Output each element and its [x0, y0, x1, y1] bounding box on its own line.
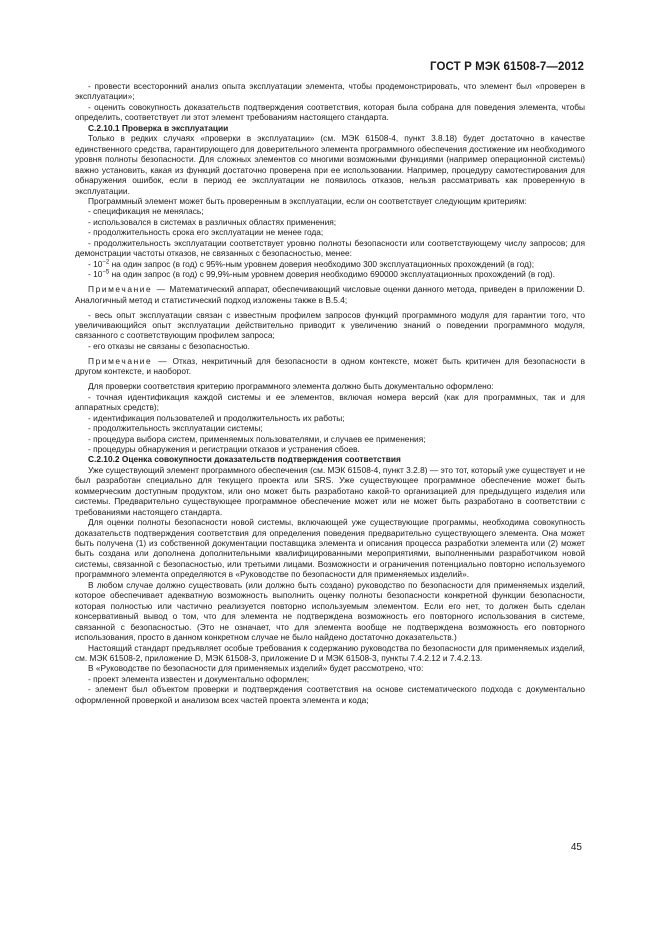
list-item: - весь опыт эксплуатации связан с известным профилем запросов функций программного модуля для гарантии того, что увеличивающийся опыт эксплуатации действительно приводит к увеличению знаний о поведении программного модуля, связанного с соответствующим профилем запроса;	[75, 309, 585, 341]
paragraph: В «Руководстве по безопасности для применяемых изделий» будет рассмотрено, что:	[88, 663, 424, 674]
list-item: - проект элемента известен и документально оформлен;	[88, 673, 310, 684]
paragraph: Только в редких случаях «проверки в эксплуатации» (см. МЭК 61508-4, пункт 3.8.18) будет достаточно в качестве единственного средства, гарантирующего для доверительного элемента программного обеспечения достижение им необходимого уровня полноты безопасности. Для сложных элементов со многими возможными функциями (например операционной системы) важно установить, какая из функций достаточно проверена при ее использовании. Например, процедуру самотестирования для обнаружения ошибок, если в период ее эксплуатации не появилось отказов, нельзя рассматривать как проверенную в эксплуатации.	[75, 133, 585, 196]
document-body	[75, 81, 585, 705]
paragraph: Для оценки полноты безопасности новой системы, включающей уже существующие программы, необходима совокупность доказательств подтверждения соответствия для определения поведения предварительно существующего элемента. Она может быть получена (1) из собственной документации поставщика элемента и описания процесса разработки элемента или (2) может быть создана или дополнена дополнительными квалифицированными мероприятиями, выполненными разработчиком новой системы, связанной с безопасностью, или третьими лицами. Возможности и ограничения потенциально повторно используемого программного элемента определяются в «Руководстве по безопасности для применяемых изделий».	[75, 517, 585, 580]
list-item: - спецификация не менялась;	[88, 206, 204, 217]
paragraph: - провести всесторонний анализ опыта эксплуатации элемента, чтобы продемонстрировать, что элемент был «проверен в эксплуатации»;	[75, 81, 585, 102]
section-heading: C.2.10.1 Проверка в эксплуатации	[88, 122, 229, 133]
list-item: - элемент был объектом проверки и подтверждения соответствия на основе систематического подхода с документально оформленной проверкой и анализом всех частей проекта элемента и кода;	[75, 684, 585, 705]
list-item: - использовался в системах в различных областях применения;	[88, 216, 337, 227]
list-item-formula: - $10^{-5}$ на один запрос (в год) с 99,9%-ным уровнем доверия необходимо 690000 эксплуатационных прохождений (в год).	[88, 269, 555, 280]
list-item: - процедура выбора систем, применяемых пользователями, и случаев ее применения;	[88, 433, 426, 444]
paragraph: Уже существующий элемент программного обеспечения (см. МЭК 61508-4, пункт 3.2.8) — это тот, который уже существует и не был разработан специально для текущего проекта или SRS. Уже существующее программное обеспечение может быть коммерческим доступным продуктом, или оно может быть разработано какой-то организацией для предыдущего изделия или системы. Предварительно существующее программное обеспечение может или не может быть разработано в соответствии с требованиями настоящего стандарта.	[75, 464, 585, 517]
paragraph: Программный элемент может быть проверенным в эксплуатации, если он соответствует следующим критериям:	[88, 195, 527, 206]
list-item: - точная идентификация каждой системы и ее элементов, включая номера версий (как для программных, так и для аппаратных средств);	[75, 391, 585, 413]
list-item: - продолжительность эксплуатации системы;	[88, 423, 263, 434]
paragraph: В любом случае должно существовать (или должно быть создано) руководство по безопасности для применяемых изделий, которое обеспечивает адекватную возможность выполнить оценку полноты безопасности конкретной функции безопасности, которая полностью или частично реализуется повторно используемым элементом. Если его нет, то должен быть сделан консервативный вывод о том, что для элемента не подтверждена возможность его повторного использования в системе, связанной с безопасностью. (Это не означает, что для элемента вообще не подтверждена возможность его повторного использования, просто в данном конкретном случае не было найдено достаточно доказательств.)	[75, 579, 585, 643]
paragraph: - оценить совокупность доказательств подтверждения соответствия, которая была собрана для поведения элемента, чтобы определить, соответствует ли этот элемент требованиям настоящего стандарта.	[75, 101, 585, 123]
list-item: - идентификация пользователей и продолжительность их работы;	[88, 412, 345, 423]
list-item: - его отказы не связаны с безопасностью.	[88, 340, 250, 351]
standard-header: ГОСТ Р МЭК 61508-7—2012	[430, 61, 584, 73]
paragraph: Для проверки соответствия критерию программного элемента должно быть документально оформлено:	[88, 381, 494, 392]
note: Примечание — Математический аппарат, обеспечивающий числовые оценки данного метода, приведен в приложении D. Аналогичный метод и статистический подход изложены также в B.5.4;	[75, 284, 586, 305]
list-item: - продолжительность срока его эксплуатации не менее года;	[88, 227, 324, 238]
section-heading: C.2.10.2 Оценка совокупности доказательств подтверждения соответствия	[88, 454, 401, 465]
page-number: 45	[570, 842, 582, 853]
list-item: - продолжительность эксплуатации соответствует уровню полноты безопасности или соответствующему числу запросов; для демонстрации частоты отказов, не связанных с безопасностью, менее:	[75, 237, 585, 259]
list-item-formula: - $10^{-2}$ на один запрос (в год) с 95%-ным уровнем доверия необходимо 300 эксплуатационных прохождений (в год);	[88, 258, 535, 269]
paragraph: Настоящий стандарт предъявляет особые требования к содержанию руководства по безопасности для применяемых изделий, см. МЭК 61508-2, приложение D, МЭК 61508-3, приложение D и МЭК 61508-3, пункты 7.4.2.12 и 7.4.2.13.	[75, 642, 585, 664]
list-item: - процедуры обнаружения и регистрации отказов и устранения сбоев.	[88, 443, 360, 454]
note: Примечание — Отказ, некритичный для безопасности в одном контексте, может быть критичен для безопасности в другом контексте, и наоборот.	[75, 355, 585, 377]
